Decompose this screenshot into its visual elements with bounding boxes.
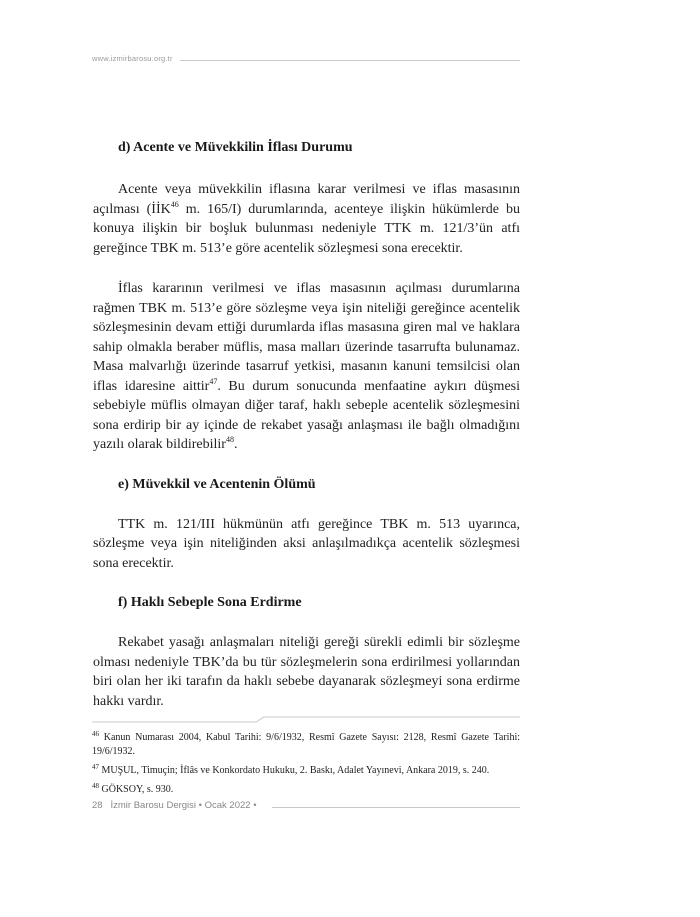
footer-rule	[272, 807, 520, 808]
paragraph: TTK m. 121/III hükmünün atfı gereğince TBK m. 513 uyarınca, sözleşme veya işin niteliğinden aksi anlaşılmadıkça acentelik sözleşmesi sona erecektir.	[93, 516, 520, 571]
section-heading-e: e) Müvekkil ve Acentenin Ölümü	[118, 476, 316, 492]
footnote-ref-48[interactable]: 48	[225, 435, 234, 444]
paragraph: Rekabet yasağı anlaşmaları niteliği gereği sürekli edimli bir sözleşme olması nedeniyle TBK’da bu tür sözleşmelerin sona erdirilmesi yollarından biri olan her iki tarafın da haklı sebebe dayanarak sözleşmeyi sona erdirme hakkı vardır.	[93, 635, 520, 709]
paragraph: Acente veya müvekkilin iflasına karar verilmesi ve iflas masasının açılması (İİK$^{46}$ m. 165/I) durumlarında, acenteye ilişkin hükümlerde bu konuya ilişkin bir boşluk bulunması nedeniyle TTK m. 121/3’ün atfı gereğince TBK m. 513’e göre acentelik sözleşmesi sona erecektir.	[93, 182, 520, 256]
main-content	[93, 138, 521, 711]
section-heading-f: f) Haklı Sebeple Sona Erdirme	[118, 595, 302, 610]
footnote-47: $^{47}$ MUŞUL, Timuçin; İflâs ve Konkordato Hukuku, 2. Baskı, Adalet Yayınevi, Ankara 2019, s. 240.	[92, 763, 490, 776]
page-footer	[92, 800, 520, 814]
header-url: www.izmirbarosu.org.tr	[92, 54, 173, 63]
footer-text	[92, 800, 257, 811]
section-heading-d: d) Acente ve Müvekkilin İflası Durumu	[118, 140, 353, 155]
page-number: 28	[92, 800, 103, 811]
footnotes	[92, 731, 520, 802]
footnote-ref-47[interactable]: 47	[209, 376, 218, 386]
header-rule	[180, 60, 520, 61]
journal-name: İzmir Barosu Dergisi • Ocak 2022 •	[110, 800, 257, 811]
footnote-separator	[92, 716, 520, 726]
page-header	[92, 54, 520, 66]
paragraph: İflas kararının verilmesi ve iflas masasının açılması durumlarına rağmen TBK m. 513’e göre sözleşme veya işin niteliği gereğince acentelik sözleşmesinin devam ettiği durumlarda iflas masasına giren mal ve haklara sahip olmakla beraber müflis, masa malları üzerinde tasarrufta bulunamaz. Masa malvarlığı üzerinde tasarruf yetkisi, masanın kanuni temsilcisi olan iflas idaresine aittir$^{47}$. Bu durum sonucunda menfaatine aykırı düşmesi sebebiyle müflis olmayan diğer taraf, haklı sebeple acentelik sözleşmesini sona erdirip bir ay içinde de rekabet yasağı anlaşması ile bağlı olmadığını yazılı olarak bildirebilir$^{48}$.	[93, 281, 521, 452]
footnote-48: $^{48}$ GÖKSOY, s. 930.	[92, 782, 174, 795]
footnote-46: $^{46}$ Kanun Numarası 2004, Kabul Tarihi: 9/6/1932, Resmî Gazete Sayısı: 2128, Resmî Gazete Tarihi: 19/6/1932.	[92, 730, 521, 757]
footnote-ref-46[interactable]: 46	[170, 199, 179, 209]
